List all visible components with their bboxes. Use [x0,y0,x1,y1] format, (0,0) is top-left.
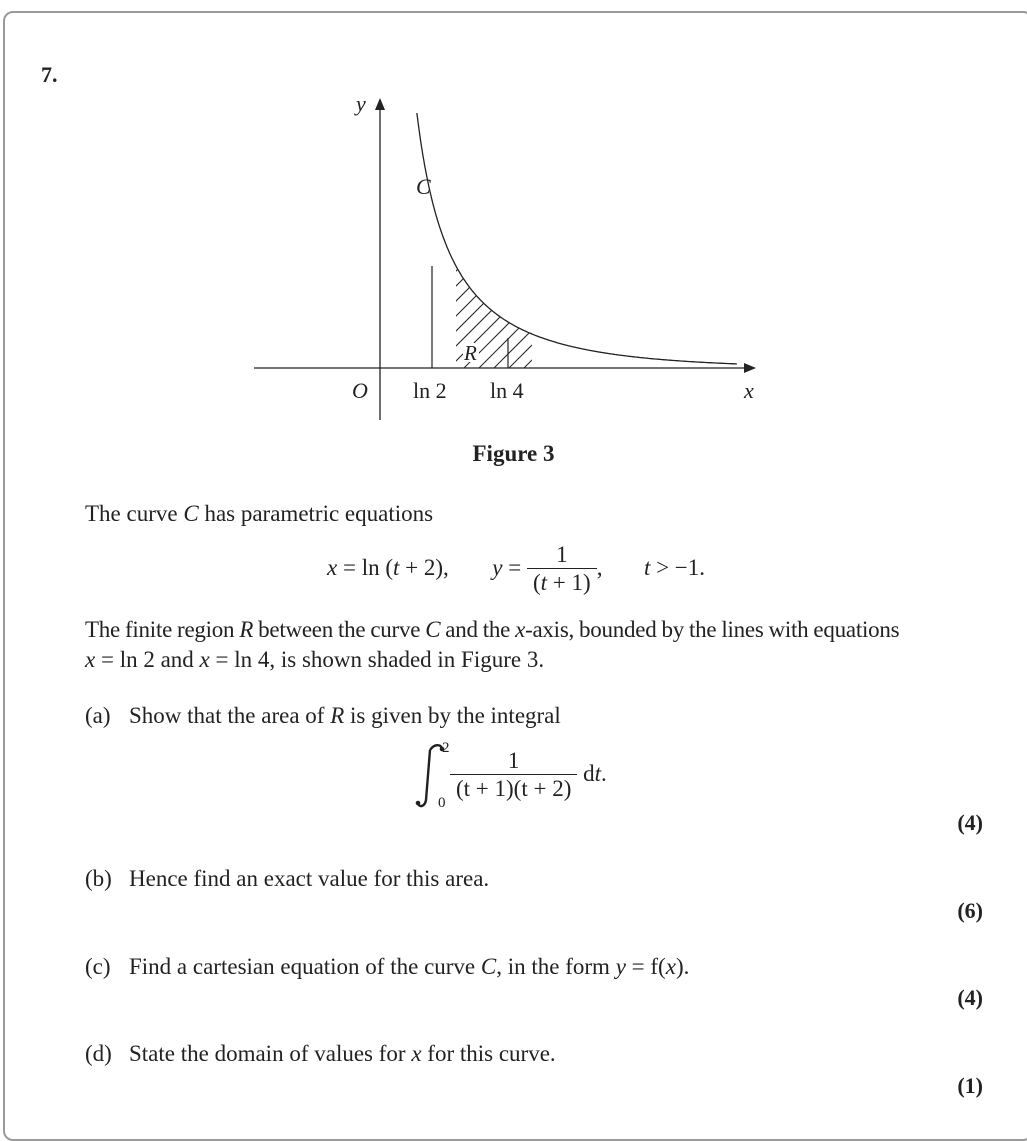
hatch-line [432,260,542,370]
hatch-line [507,260,617,370]
part-c-text-a: Find a cartesian equation of the curve [129,954,481,979]
figure-3-graph [0,0,1027,440]
region-r-hatching [312,260,677,370]
part-a-marks: (4) [957,810,983,835]
region-text-a: The finite region [85,617,240,642]
eq-y-den-t: t [540,570,548,595]
eq-y-fraction [527,542,597,597]
region-text-line2 [85,645,544,675]
figure-caption: Figure 3 [472,441,555,466]
eq-x-rhs: = ln ( [337,554,393,580]
intro-post: has parametric equations [198,501,434,526]
part-b [85,866,489,892]
part-d-text-a: State the domain of values for [129,1041,412,1066]
eq-y-var: y [492,554,503,580]
part-c-text-x: x [665,954,676,979]
integral-lower-limit: 0 [438,795,446,811]
region-text-line2-x1: x [85,647,96,672]
region-text-line2-x2: x [199,647,210,672]
part-d-marks: (1) [957,1073,983,1098]
intro-text [85,499,433,529]
eq-y-numerator: 1 [527,542,597,569]
eq-y-eq: = [502,554,522,580]
hatch-line [477,260,587,370]
integrand-denominator: (t + 1)(t + 2) [456,776,572,801]
eq-x-end: + 2), [399,554,449,580]
integral-integrand [450,748,607,803]
eq-y-comma: , [596,554,603,580]
y-axis-arrow-icon [375,98,385,110]
region-text-c2: and the [440,617,516,642]
eq-x-t: t [393,554,400,580]
integral-t: t [594,760,601,786]
parametric-equations [327,542,705,597]
integral-upper-limit: 2 [442,740,450,756]
integrand-numerator: 1 [450,748,577,775]
integral-dot: . [601,760,607,786]
region-text-line1 [85,615,899,645]
part-b-marks: (6) [957,898,983,923]
curve-label: C [416,174,431,199]
region-text-r: R [239,617,254,642]
integrand-fraction [450,748,577,803]
region-label: R [464,341,477,365]
curve-c [417,113,737,364]
integral-d: d [583,760,595,786]
eq-y-den-open: ( [532,570,541,595]
eq-y-denominator [527,569,597,597]
x-axis-arrow-icon [744,363,756,373]
hatch-line [537,260,647,370]
part-d-text-x: x [411,1041,422,1066]
part-c-text-c2: = f( [625,954,666,979]
part-a-text-a: Show that the area of [129,703,331,728]
hatch-line [327,260,437,370]
part-b-text: Hence find an exact value for this area. [129,866,490,891]
eq-x-var: x [327,554,338,580]
part-d [85,1041,556,1067]
region-text-line2-a: = ln 2 and [95,647,200,672]
part-c-text-c: C [480,954,497,979]
part-c-text-b: , in the form [496,954,616,979]
hatch-line [342,260,452,370]
region-text-d: -axis, bounded by the lines with equations [525,617,900,642]
part-c-marks: (4) [957,985,983,1010]
eq-cond-rest: > −1. [650,554,706,580]
part-a-text-b: is given by the integral [344,703,561,728]
hatch-line [402,260,512,370]
eq-cond-t: t [643,554,651,580]
question-number: 7. [41,62,58,87]
region-text-b: between the curve [253,617,426,642]
hatch-line [387,260,497,370]
hatch-line [567,260,677,370]
part-d-label: (d) [85,1041,112,1066]
part-c-text-y: y [615,954,626,979]
tick-label-ln2: ln 2 [413,378,447,403]
intro-pre: The curve [85,501,184,526]
y-axis-label: y [356,91,366,116]
part-c [85,954,689,980]
hatch-line [522,260,632,370]
intro-curve: C [183,501,199,526]
part-d-text-b: for this curve. [421,1041,556,1066]
part-c-label: (c) [85,954,111,979]
eq-y-den-close: + 1) [547,570,591,595]
part-c-text-d: ). [675,954,690,979]
region-text-line2-b: = ln 4, is shown shaded in Figure 3. [209,647,545,672]
part-a [85,703,561,729]
part-b-label: (b) [85,866,112,891]
tick-label-ln4: ln 4 [490,378,524,403]
region-text-x: x [515,617,526,642]
part-a-text-r: R [330,703,345,728]
origin-label: O [352,378,368,403]
part-a-label: (a) [85,703,111,728]
hatch-line [357,260,467,370]
x-axis-label: x [744,378,754,403]
region-text-c: C [425,617,441,642]
hatch-line [312,260,422,370]
